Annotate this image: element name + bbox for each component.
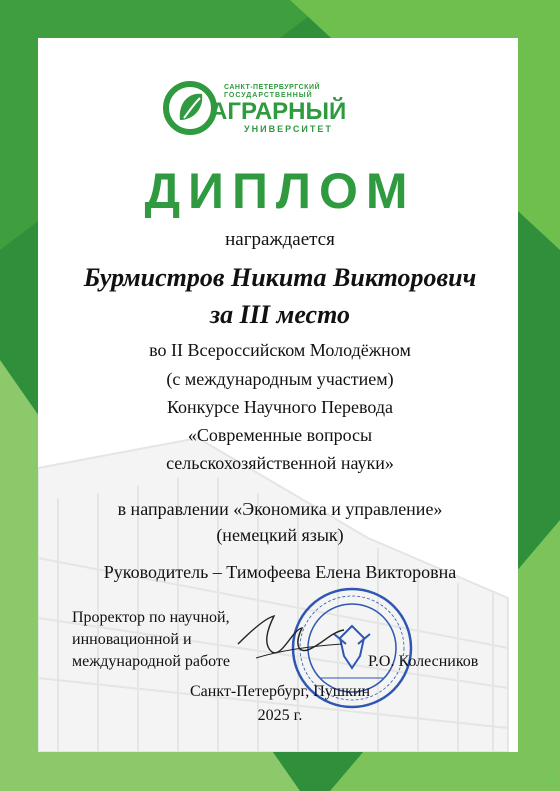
contest-line: «Современные вопросы (187, 425, 373, 445)
logo-text-line1: САНКТ-ПЕТЕРБУРГСКИЙ (224, 84, 321, 91)
awarded-text: награждается (225, 229, 335, 250)
contest-line: во II Всероссийском Молодёжном (149, 340, 411, 360)
diploma-title: ДИПЛОМ (144, 163, 416, 219)
logo-text-line2: ГОСУДАРСТВЕННЫЙ (224, 92, 313, 99)
year-text: 2025 г. (257, 707, 303, 724)
place-text: за III место (210, 300, 350, 329)
contest-line: сельскохозяйственной науки» (166, 453, 394, 473)
supervisor-text: Руководитель – Тимофеева Елена Викторовна (103, 562, 457, 582)
signer-position: инновационной и (72, 631, 192, 648)
direction-line: (немецкий язык) (216, 525, 344, 545)
city-text: Санкт-Петербург, Пушкин (189, 683, 371, 700)
logo-text-line4: УНИВЕРСИТЕТ (244, 124, 333, 134)
direction-line: в направлении «Экономика и управление» (117, 499, 443, 519)
contest-line: (с международным участием) (166, 369, 394, 389)
signer-position: международной работе (72, 653, 231, 670)
recipient-name: Бурмистров Никита Викторович (83, 263, 477, 292)
university-logo (162, 80, 362, 136)
logo-text-line3: АГРАРНЫЙ (210, 98, 347, 125)
handwritten-signature (232, 600, 352, 672)
corner-mark-icon: ⊕ (545, 774, 554, 785)
signer-name: Р.О. Колесников (368, 653, 479, 670)
contest-line: Конкурсе Научного Перевода (166, 397, 394, 417)
signer-position: Проректор по научной, (72, 609, 230, 626)
